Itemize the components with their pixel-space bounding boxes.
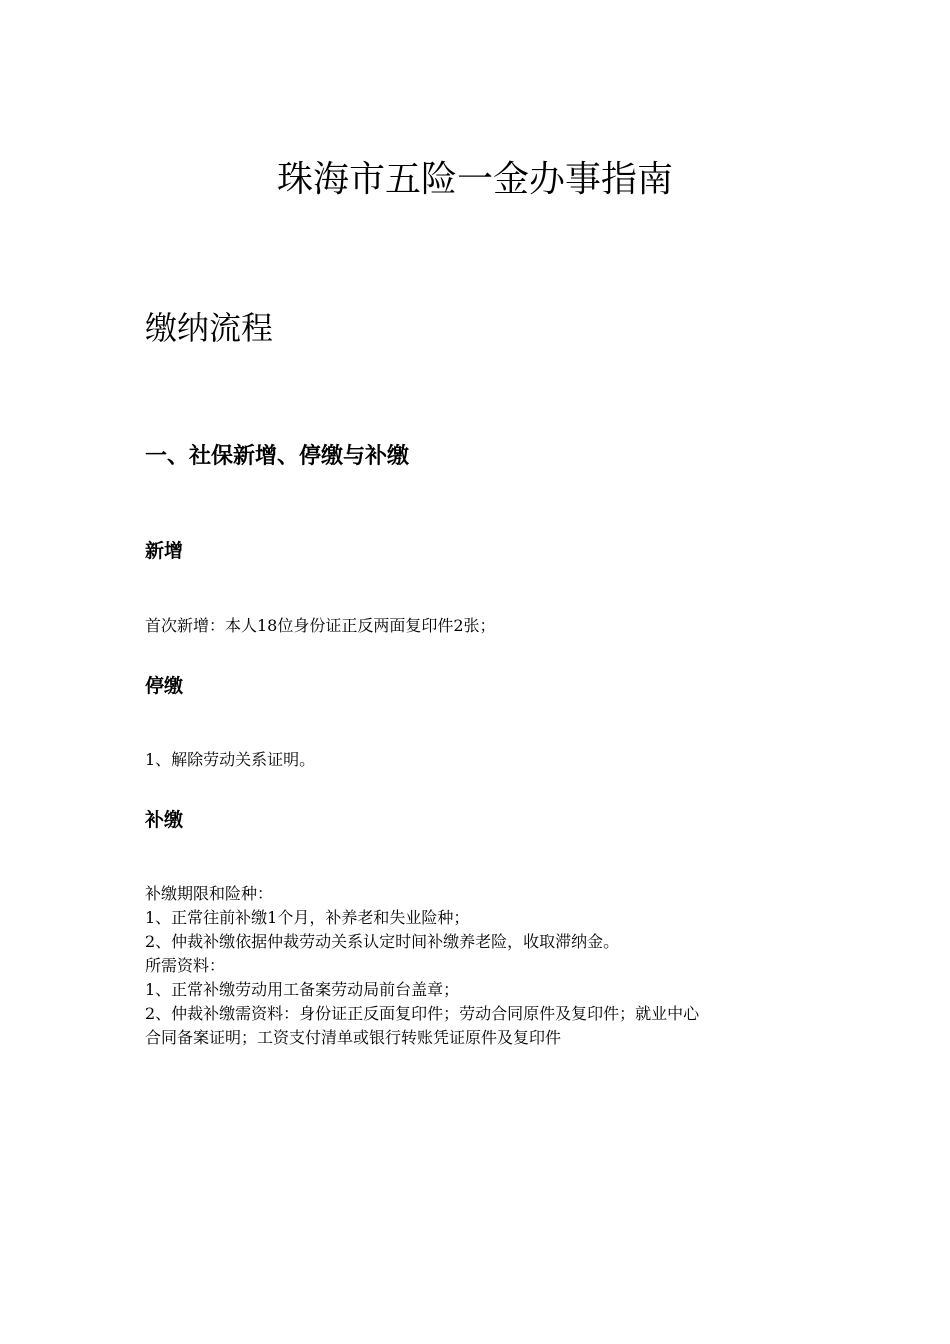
back-payment-line: 1、正常往前补缴1个月，补养老和失业险种；: [145, 908, 470, 927]
suspension-heading: 停缴: [145, 675, 184, 697]
subsection-heading: 一、社保新增、停缴与补缴: [145, 444, 410, 469]
back-payment-body: [145, 882, 815, 1050]
back-payment-heading: 补缴: [145, 809, 184, 831]
suspension-text: 1、解除劳动关系证明。: [145, 750, 316, 769]
back-payment-line: 1、正常补缴劳动用工备案劳动局前台盖章；: [145, 980, 460, 999]
back-payment-line: 2、仲裁补缴依据仲裁劳动关系认定时间补缴养老险，收取滞纳金。: [145, 932, 620, 951]
section-heading: 缴纳流程: [145, 309, 274, 347]
document-title: 珠海市五险一金办事指南: [276, 159, 673, 200]
back-payment-line: 2、仲裁补缴需资料：身份证正反面复印件；劳动合同原件及复印件；就业中心: [145, 1004, 700, 1023]
back-payment-line: 所需资料：: [145, 956, 226, 975]
new-enrollment-heading: 新增: [145, 540, 184, 562]
back-payment-line: 补缴期限和险种：: [145, 884, 274, 903]
back-payment-line: 合同备案证明；工资支付清单或银行转账凭证原件及复印件: [145, 1028, 562, 1047]
new-enrollment-text: 首次新增：本人18位身份证正反两面复印件2张；: [145, 616, 496, 635]
